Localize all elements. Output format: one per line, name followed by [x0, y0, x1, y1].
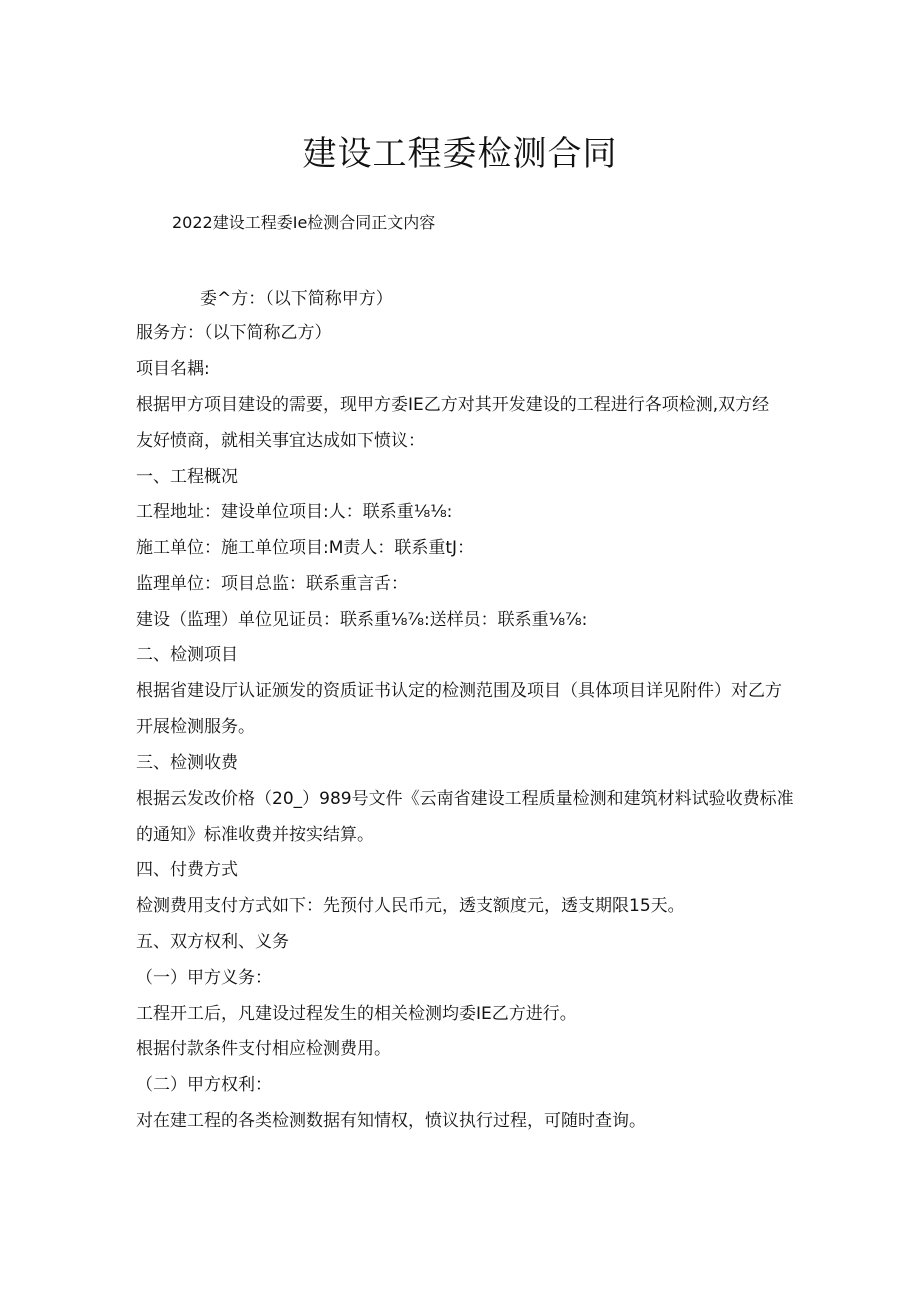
- paragraph-line: 对在建工程的各类检测数据有知情权，愤议执行过程，可随时查询。: [136, 1111, 646, 1131]
- paragraph-line: 的通知》标准收费并按实结算。: [136, 825, 374, 845]
- paragraph-line: 根据云发改价格（20_）989号文件《云南省建设工程质量检测和建筑材料试验收费标准: [136, 789, 794, 809]
- section-heading: 四、付费方式: [136, 860, 238, 880]
- paragraph-line: 工程地址：建设单位项目:人：联系重⅛⅛:: [136, 502, 453, 522]
- section-heading: 五、双方权利、义务: [136, 932, 289, 952]
- project-name-line: 项目名耦:: [136, 359, 210, 379]
- paragraph-line: 根据付款条件支付相应检测费用。: [136, 1039, 391, 1059]
- paragraph-line: 监理单位：项目总监：联系重言舌：: [136, 574, 408, 594]
- paragraph-line: 根据省建设厅认证颁发的资质证书认定的检测范围及项目（具体项目详见附件）对乙方: [136, 681, 782, 701]
- party-a-line: 委^方：（以下简称甲方）: [200, 289, 393, 309]
- subsection-heading: （二）甲方权利：: [136, 1075, 272, 1095]
- paragraph-line: 检测费用支付方式如下：先预付人民币元，透支额度元，透支期限15天。: [136, 896, 685, 916]
- paragraph-line: 友好愤商，就相关事宜达成如下愤议：: [136, 431, 425, 451]
- paragraph-line: 工程开工后，凡建设过程发生的相关检测均委IE乙方进行。: [136, 1004, 577, 1024]
- subsection-heading: （一）甲方义务：: [136, 968, 272, 988]
- document-subtitle: 2022建设工程委Ie检测合同正文内容: [172, 213, 436, 232]
- party-b-line: 服务方：（以下简称乙方）: [136, 323, 332, 343]
- document-title: 建设工程委检测合同: [302, 134, 618, 174]
- paragraph-line: 开展检测服务。: [136, 717, 255, 737]
- paragraph-line: 建设（监理）单位见证员：联系重⅛⅞:送样员：联系重⅛⅞:: [136, 610, 588, 630]
- section-heading: 二、检测项目: [136, 645, 238, 665]
- section-heading: 一、工程概况: [136, 467, 238, 487]
- paragraph-line: 施工单位：施工单位项目:M责人：联系重tJ：: [136, 538, 475, 558]
- section-heading: 三、检测收费: [136, 753, 238, 773]
- paragraph-line: 根据甲方项目建设的需要，现甲方委IE乙方对其开发建设的工程进行各项检测,双方经: [136, 395, 770, 415]
